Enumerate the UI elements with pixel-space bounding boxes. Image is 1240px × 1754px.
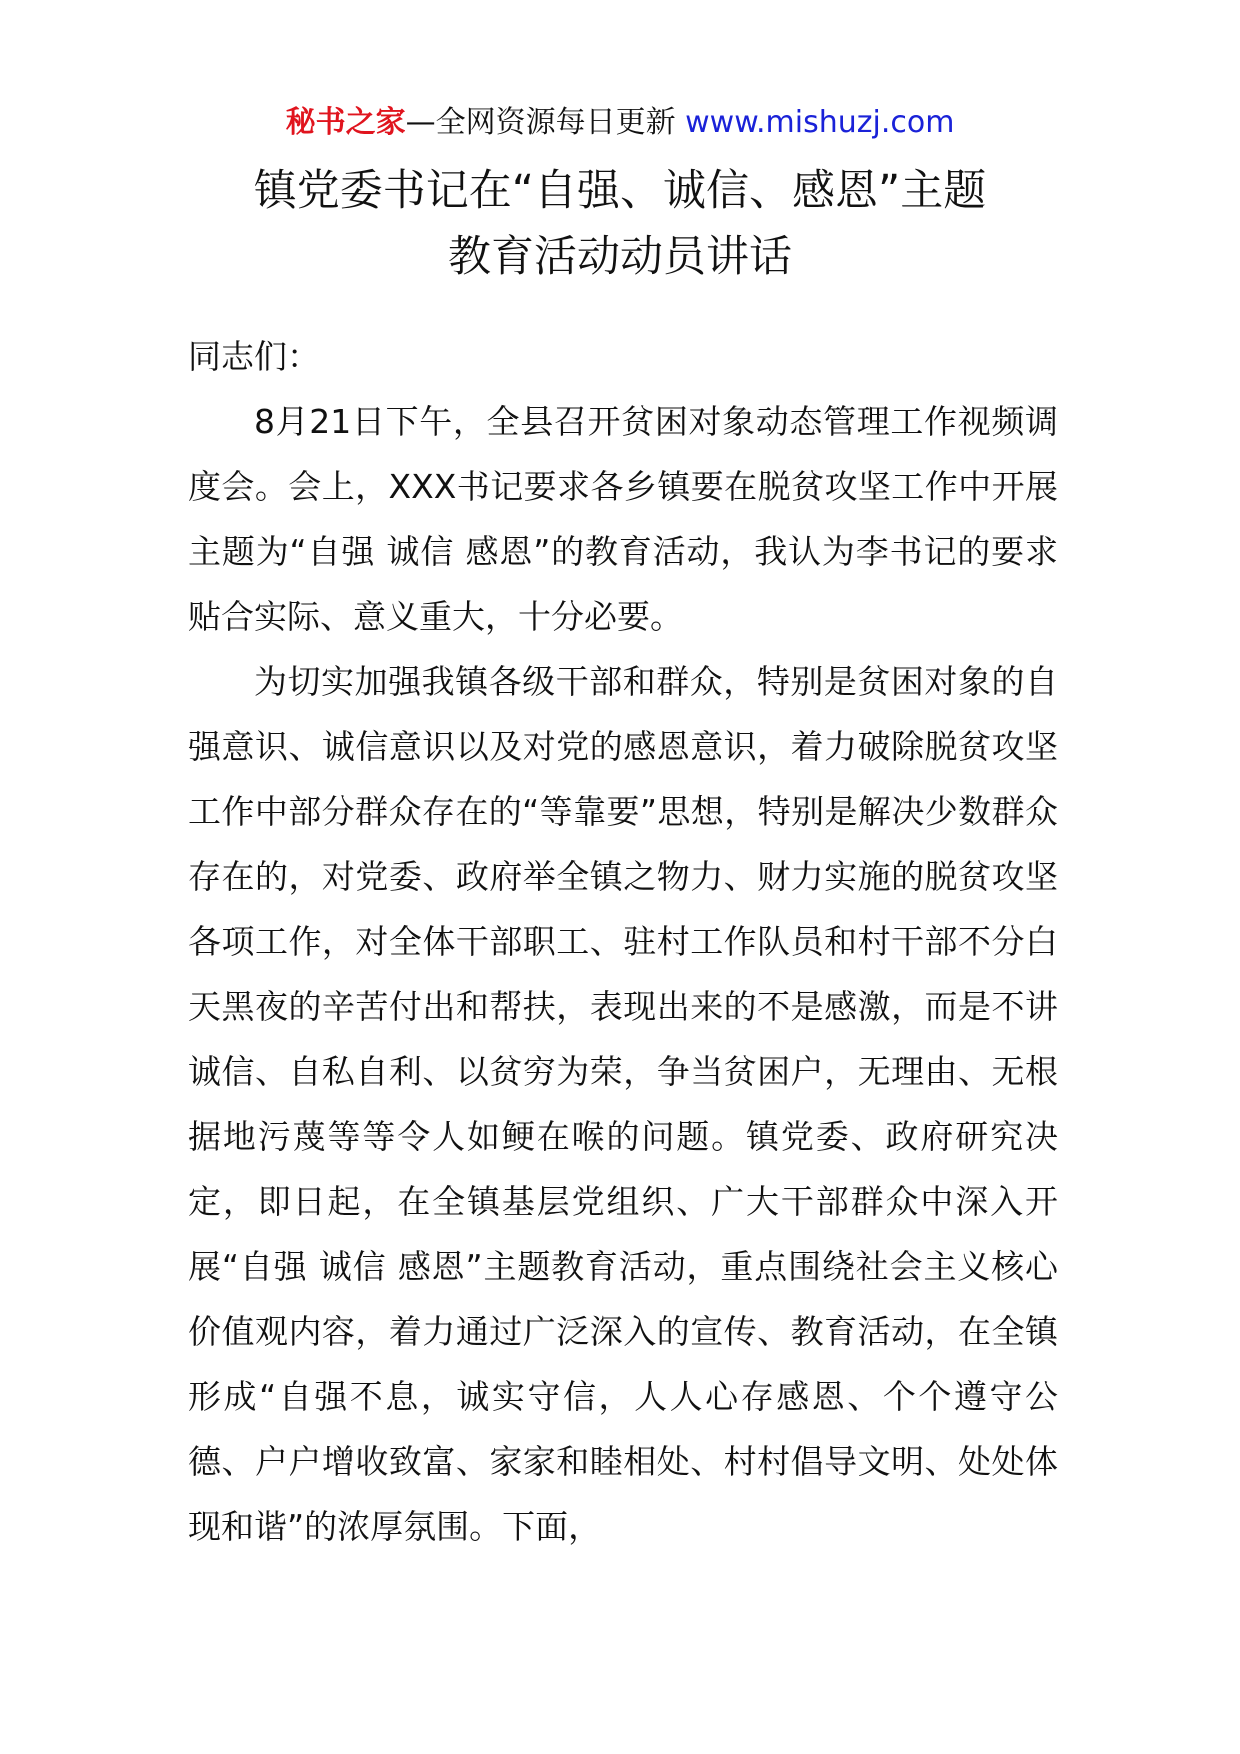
title-line-2: 教育活动动员讲话 [448,232,792,282]
title-line-1: 镇党委书记在“自强、诚信、感恩”主题 [253,166,987,216]
site-url-link[interactable]: www.mishuzj.com [685,105,955,140]
paragraph-1: 8月21日下午，全县召开贫困对象动态管理工作视频调度会。会上，XXX书记要求各乡镇要在脱贫攻坚工作中开展主题为“自强 诚信 感恩”的教育活动，我认为李书记的要求贴合实际、意义重大，十分必要。 [188,402,1058,636]
document-body [188,324,1058,1559]
site-header [0,101,1240,145]
site-brand: 秘书之家 [285,105,406,140]
document-title [0,158,1240,290]
site-tagline: —全网资源每日更新 [405,105,686,140]
salutation: 同志们： [188,337,320,376]
paragraph-2: 为切实加强我镇各级干部和群众，特别是贫困对象的自强意识、诚信意识以及对党的感恩意识，着力破除脱贫攻坚工作中部分群众存在的“等靠要”思想，特别是解决少数群众存在的，对党委、政府举全镇之物力、财力实施的脱贫攻坚各项工作，对全体干部职工、驻村工作队员和村干部不分白天黑夜的辛苦付出和帮扶，表现出来的不是感激，而是不讲诚信、自私自利、以贫穷为荣，争当贫困户，无理由、无根据地污蔑等等令人如鲠在喉的问题。镇党委、政府研究决定，即日起，在全镇基层党组织、广大干部群众中深入开展“自强 诚信 感恩”主题教育活动，重点围绕社会主义核心价值观内容，着力通过广泛深入的宣传、教育活动，在全镇形成“自强不息，诚实守信，人人心存感恩、个个遵守公德、户户增收致富、家家和睦相处、村村倡导文明、处处体现和谐”的浓厚氛围。下面， [188,662,1058,1546]
